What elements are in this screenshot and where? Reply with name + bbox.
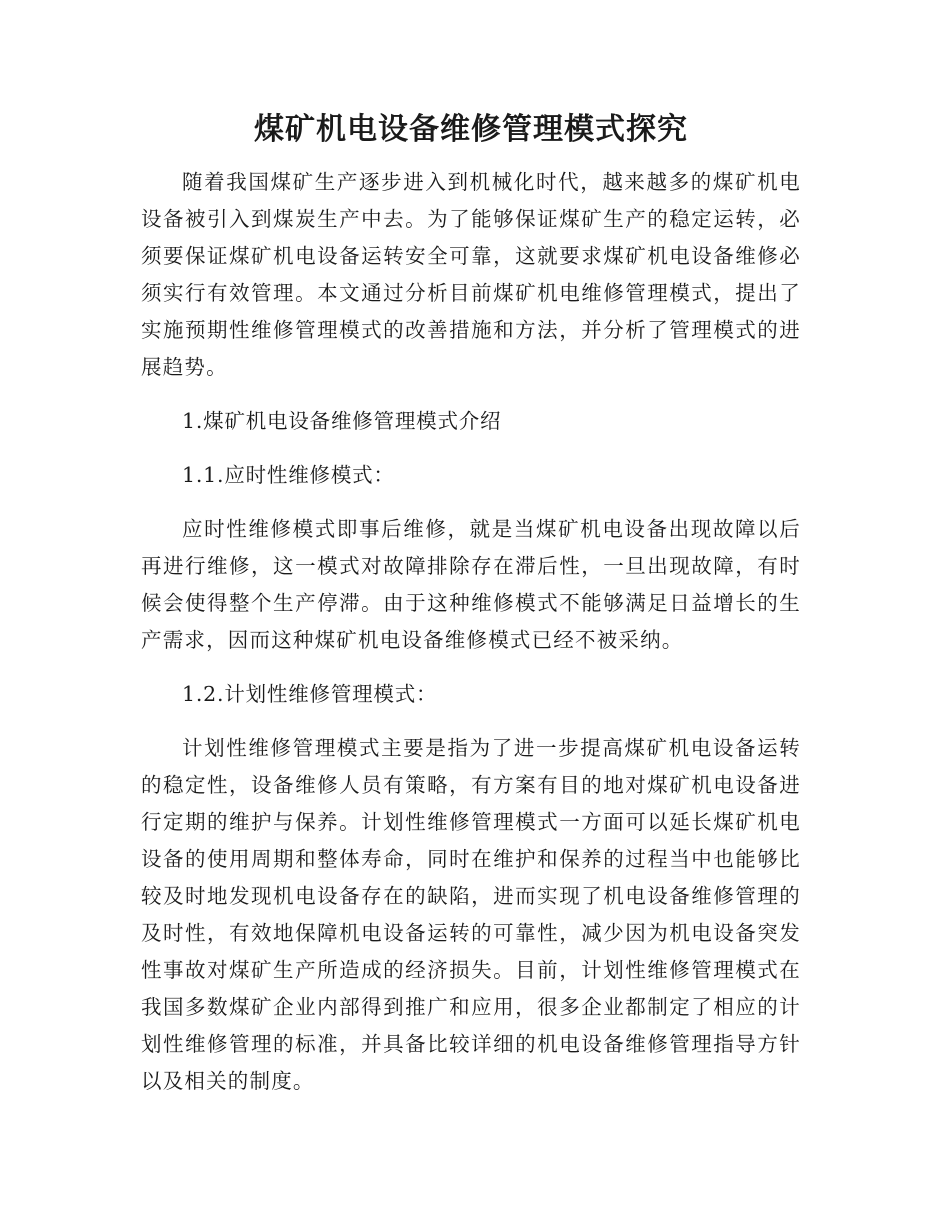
document-title: 煤矿机电设备维修管理模式探究 bbox=[254, 112, 688, 147]
spacer bbox=[141, 713, 801, 730]
section-1-1-paragraph: 应时性维修模式即事后维修，就是当煤矿机电设备出现故障以后再进行维修，这一模式对故障排除存在滞后性，一旦出现故障，有时候会使得整个生产停滞。由于这种维修模式不能够满足日益增长的生产需求，因而这种煤矿机电设备维修模式已经不被采纳。 bbox=[141, 517, 801, 652]
spacer bbox=[141, 440, 801, 457]
section-1-2-paragraph: 计划性维修管理模式主要是指为了进一步提高煤矿机电设备运转的稳定性，设备维修人员有策略，有方案有目的地对煤矿机电设备进行定期的维护与保养。计划性维修管理模式一方面可以延长煤矿机电设备的使用周期和整体寿命，同时在维护和保养的过程当中也能够比较及时地发现机电设备存在的缺陷，进而实现了机电设备维修管理的及时性，有效地保障机电设备运转的可靠性，减少因为机电设备突发性事故对煤矿生产所造成的经济损失。目前，计划性维修管理模式在我国多数煤矿企业内部得到推广和应用，很多企业都制定了相应的计划性维修管理的标准，并具备比较详细的机电设备维修管理指导方针以及相关的制度。 bbox=[141, 736, 801, 1093]
section-1-1-heading: 1.1.应时性维修模式： bbox=[182, 463, 395, 487]
section-1-heading: 1.煤矿机电设备维修管理模式介绍 bbox=[182, 409, 502, 433]
document-page bbox=[141, 108, 801, 1100]
spacer bbox=[141, 386, 801, 403]
section-1-2-heading: 1.2.计划性维修管理模式： bbox=[182, 682, 438, 706]
spacer bbox=[141, 659, 801, 676]
intro-paragraph: 随着我国煤矿生产逐步进入到机械化时代，越来越多的煤矿机电设备被引入到煤炭生产中去。为了能够保证煤矿生产的稳定运转，必须要保证煤矿机电设备运转安全可靠，这就要求煤矿机电设备维修必须实行有效管理。本文通过分析目前煤矿机电维修管理模式，提出了实施预期性维修管理模式的改善措施和方法，并分析了管理模式的进展趋势。 bbox=[141, 170, 801, 379]
spacer bbox=[141, 494, 801, 511]
